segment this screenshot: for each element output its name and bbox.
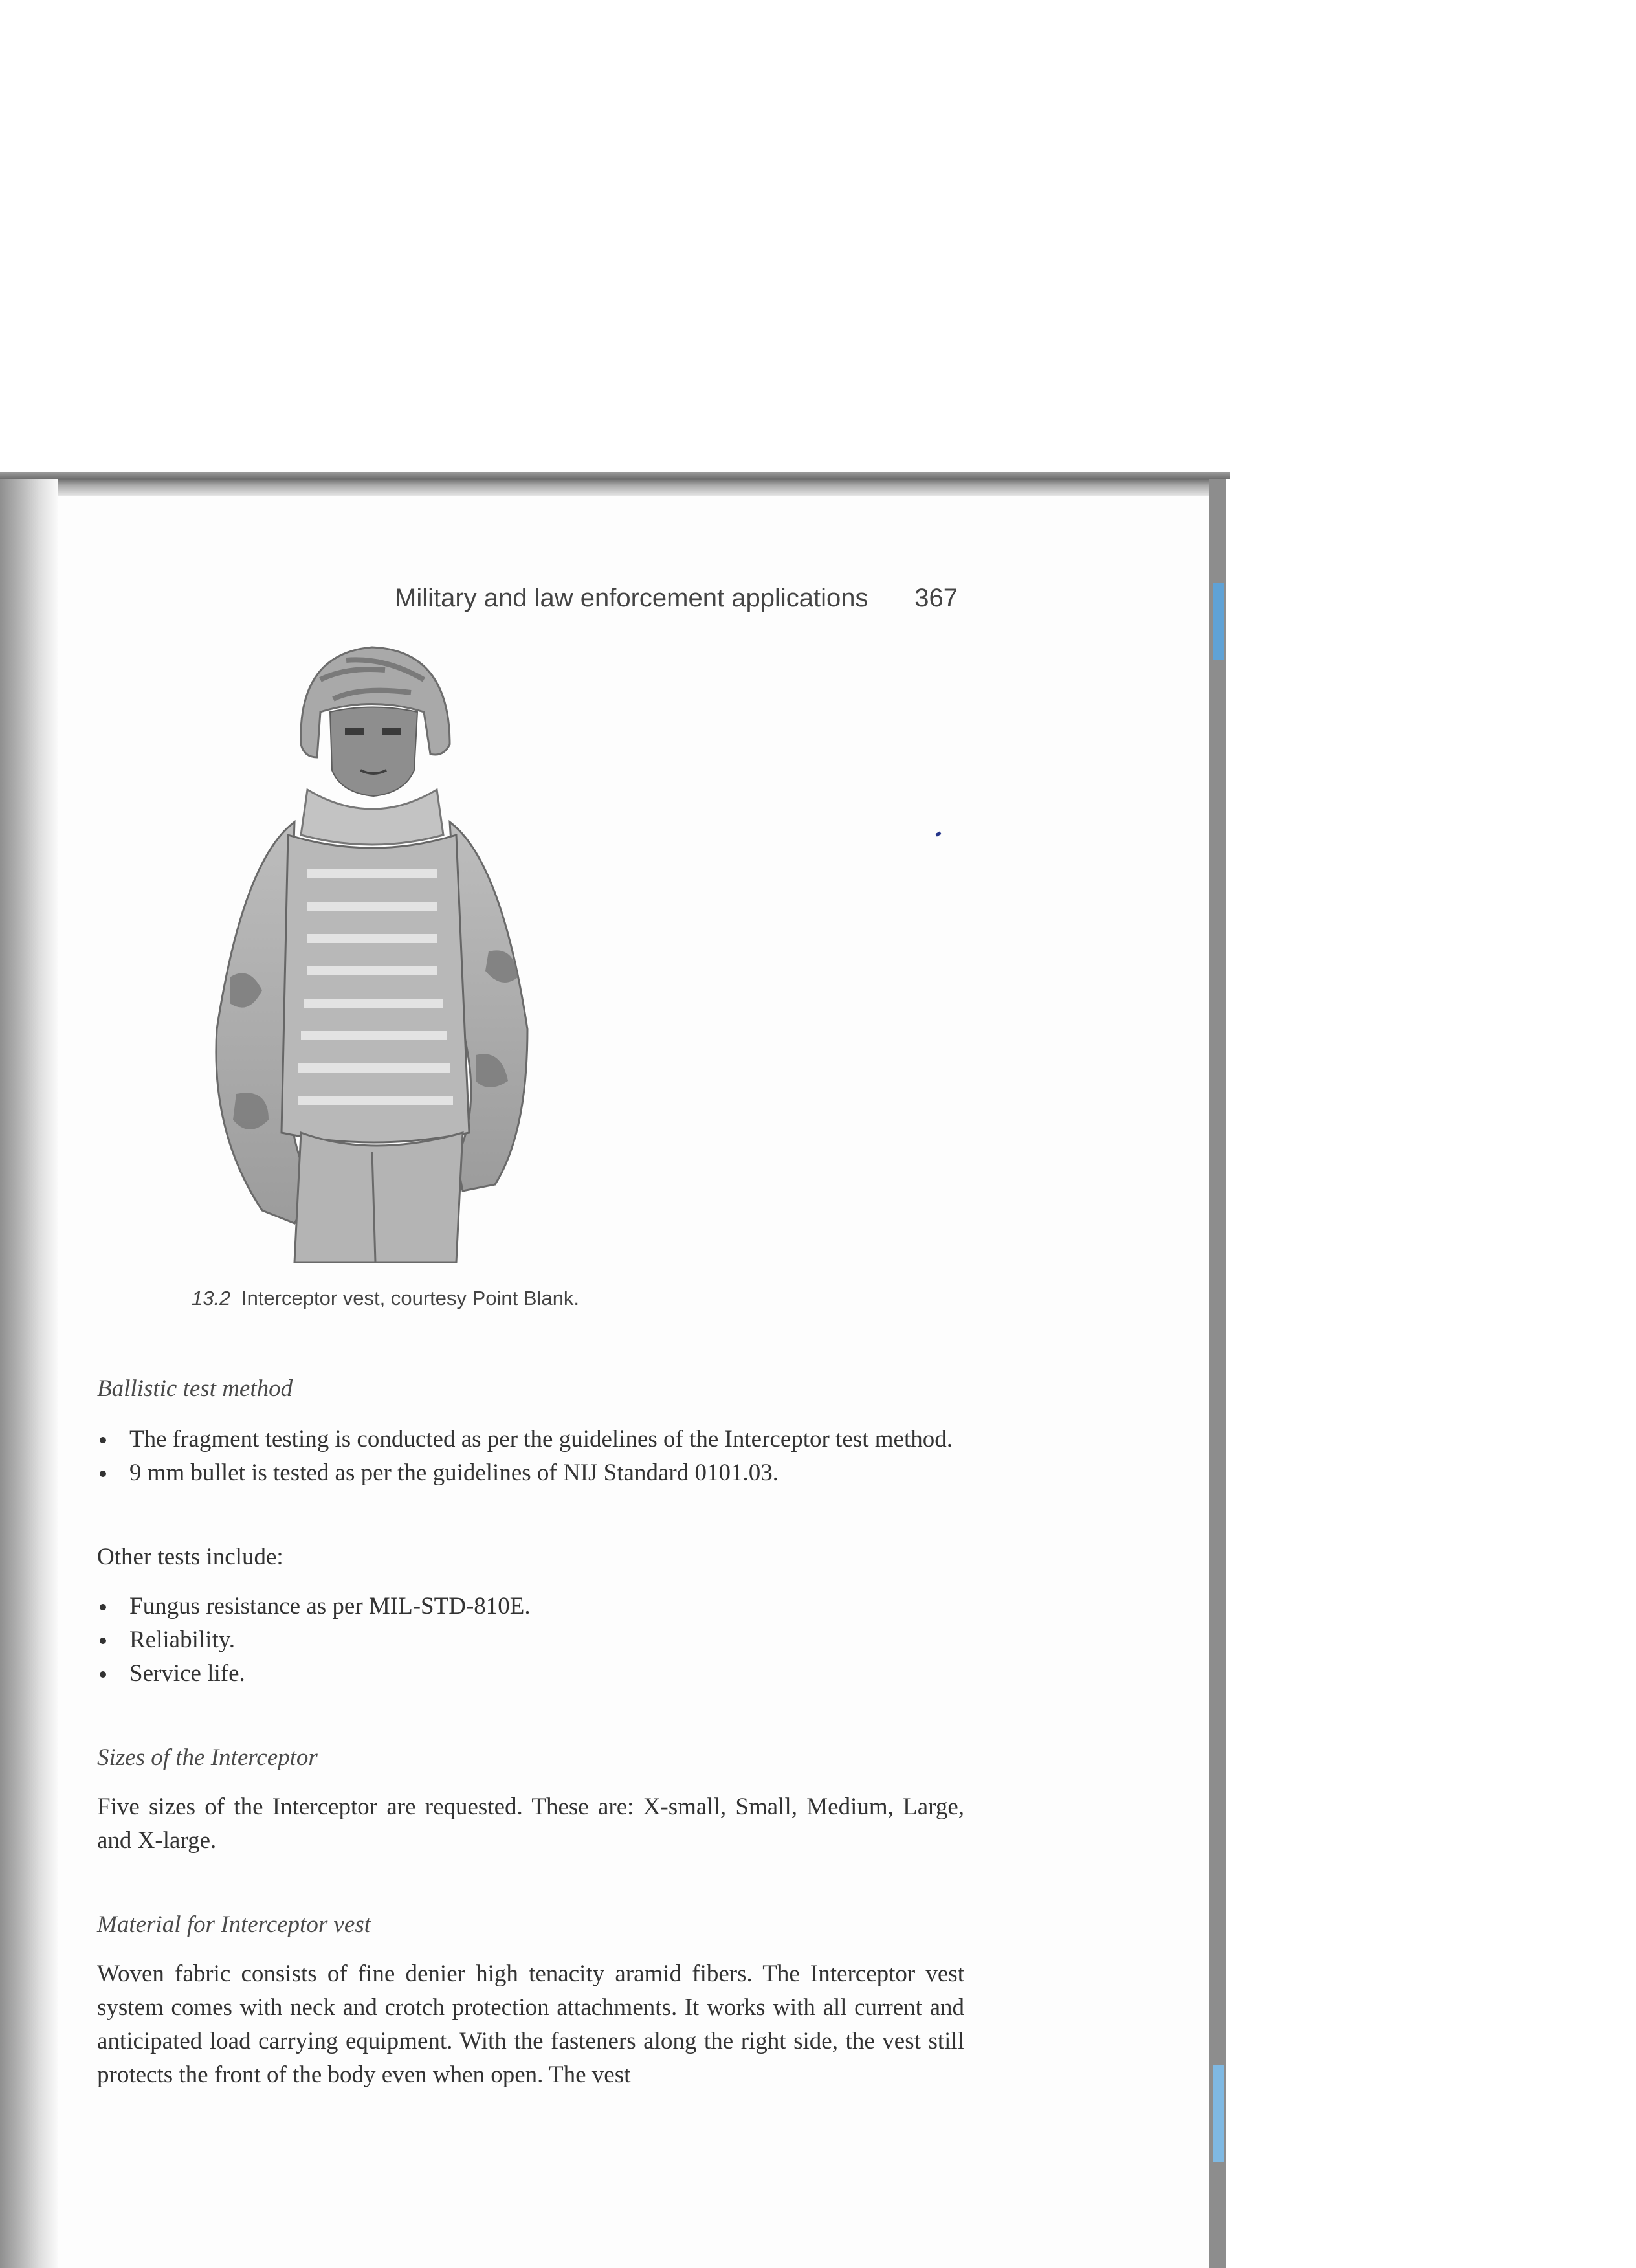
running-head — [395, 584, 958, 623]
page-edge-tab — [1213, 2065, 1224, 2162]
ballistic-section — [97, 1372, 964, 1490]
page-top-edge — [0, 472, 1230, 496]
page-edge-tab — [1213, 583, 1224, 660]
list-item: 9 mm bullet is tested as per the guidelines of NIJ Standard 0101.03. — [97, 1456, 964, 1490]
material-section — [97, 1908, 964, 2092]
figure-caption-text: Interceptor vest, courtesy Point Blank. — [241, 1287, 580, 1309]
other-tests-section — [97, 1540, 964, 1691]
section-heading: Sizes of the Interceptor — [97, 1744, 318, 1771]
list-item: Service life. — [97, 1657, 964, 1691]
page-number: 367 — [914, 584, 958, 612]
book-gutter-shadow — [0, 479, 58, 2268]
running-head-title: Military and law enforcement applications — [395, 584, 868, 612]
list-item: The fragment testing is conducted as per the guidelines of the Interceptor test method. — [97, 1423, 964, 1456]
figure-number: 13.2 — [192, 1287, 231, 1309]
bullet-list — [97, 1423, 964, 1490]
soldier-photo-illustration — [191, 641, 553, 1269]
page-right-edge — [1209, 479, 1226, 2268]
section-heading: Ballistic test method — [97, 1375, 293, 1402]
paragraph: Woven fabric consists of fine denier high tenacity aramid fibers. The Interceptor vest system comes with neck and crotch protection attachments. It works with all current and anticipated load carrying equipment. With the fasteners along the right side, the vest still protects the front of the body even when open. The vest — [97, 1961, 964, 2088]
section-heading: Material for Interceptor vest — [97, 1911, 371, 1938]
scan-right-margin — [1226, 479, 1636, 2268]
list-item: Reliability. — [97, 1623, 964, 1657]
ink-speck — [935, 831, 941, 836]
bullet-list — [97, 1590, 964, 1691]
paragraph: Other tests include: — [97, 1544, 283, 1570]
sizes-section — [97, 1741, 964, 1858]
scan-background — [0, 0, 1636, 479]
soldier-in-interceptor-vest-photo — [191, 641, 553, 1269]
figure-caption — [192, 1287, 774, 1310]
paragraph: Five sizes of the Interceptor are requested. These are: X-small, Small, Medium, Large, and X-large. — [97, 1794, 964, 1854]
list-item: Fungus resistance as per MIL-STD-810E. — [97, 1590, 964, 1623]
